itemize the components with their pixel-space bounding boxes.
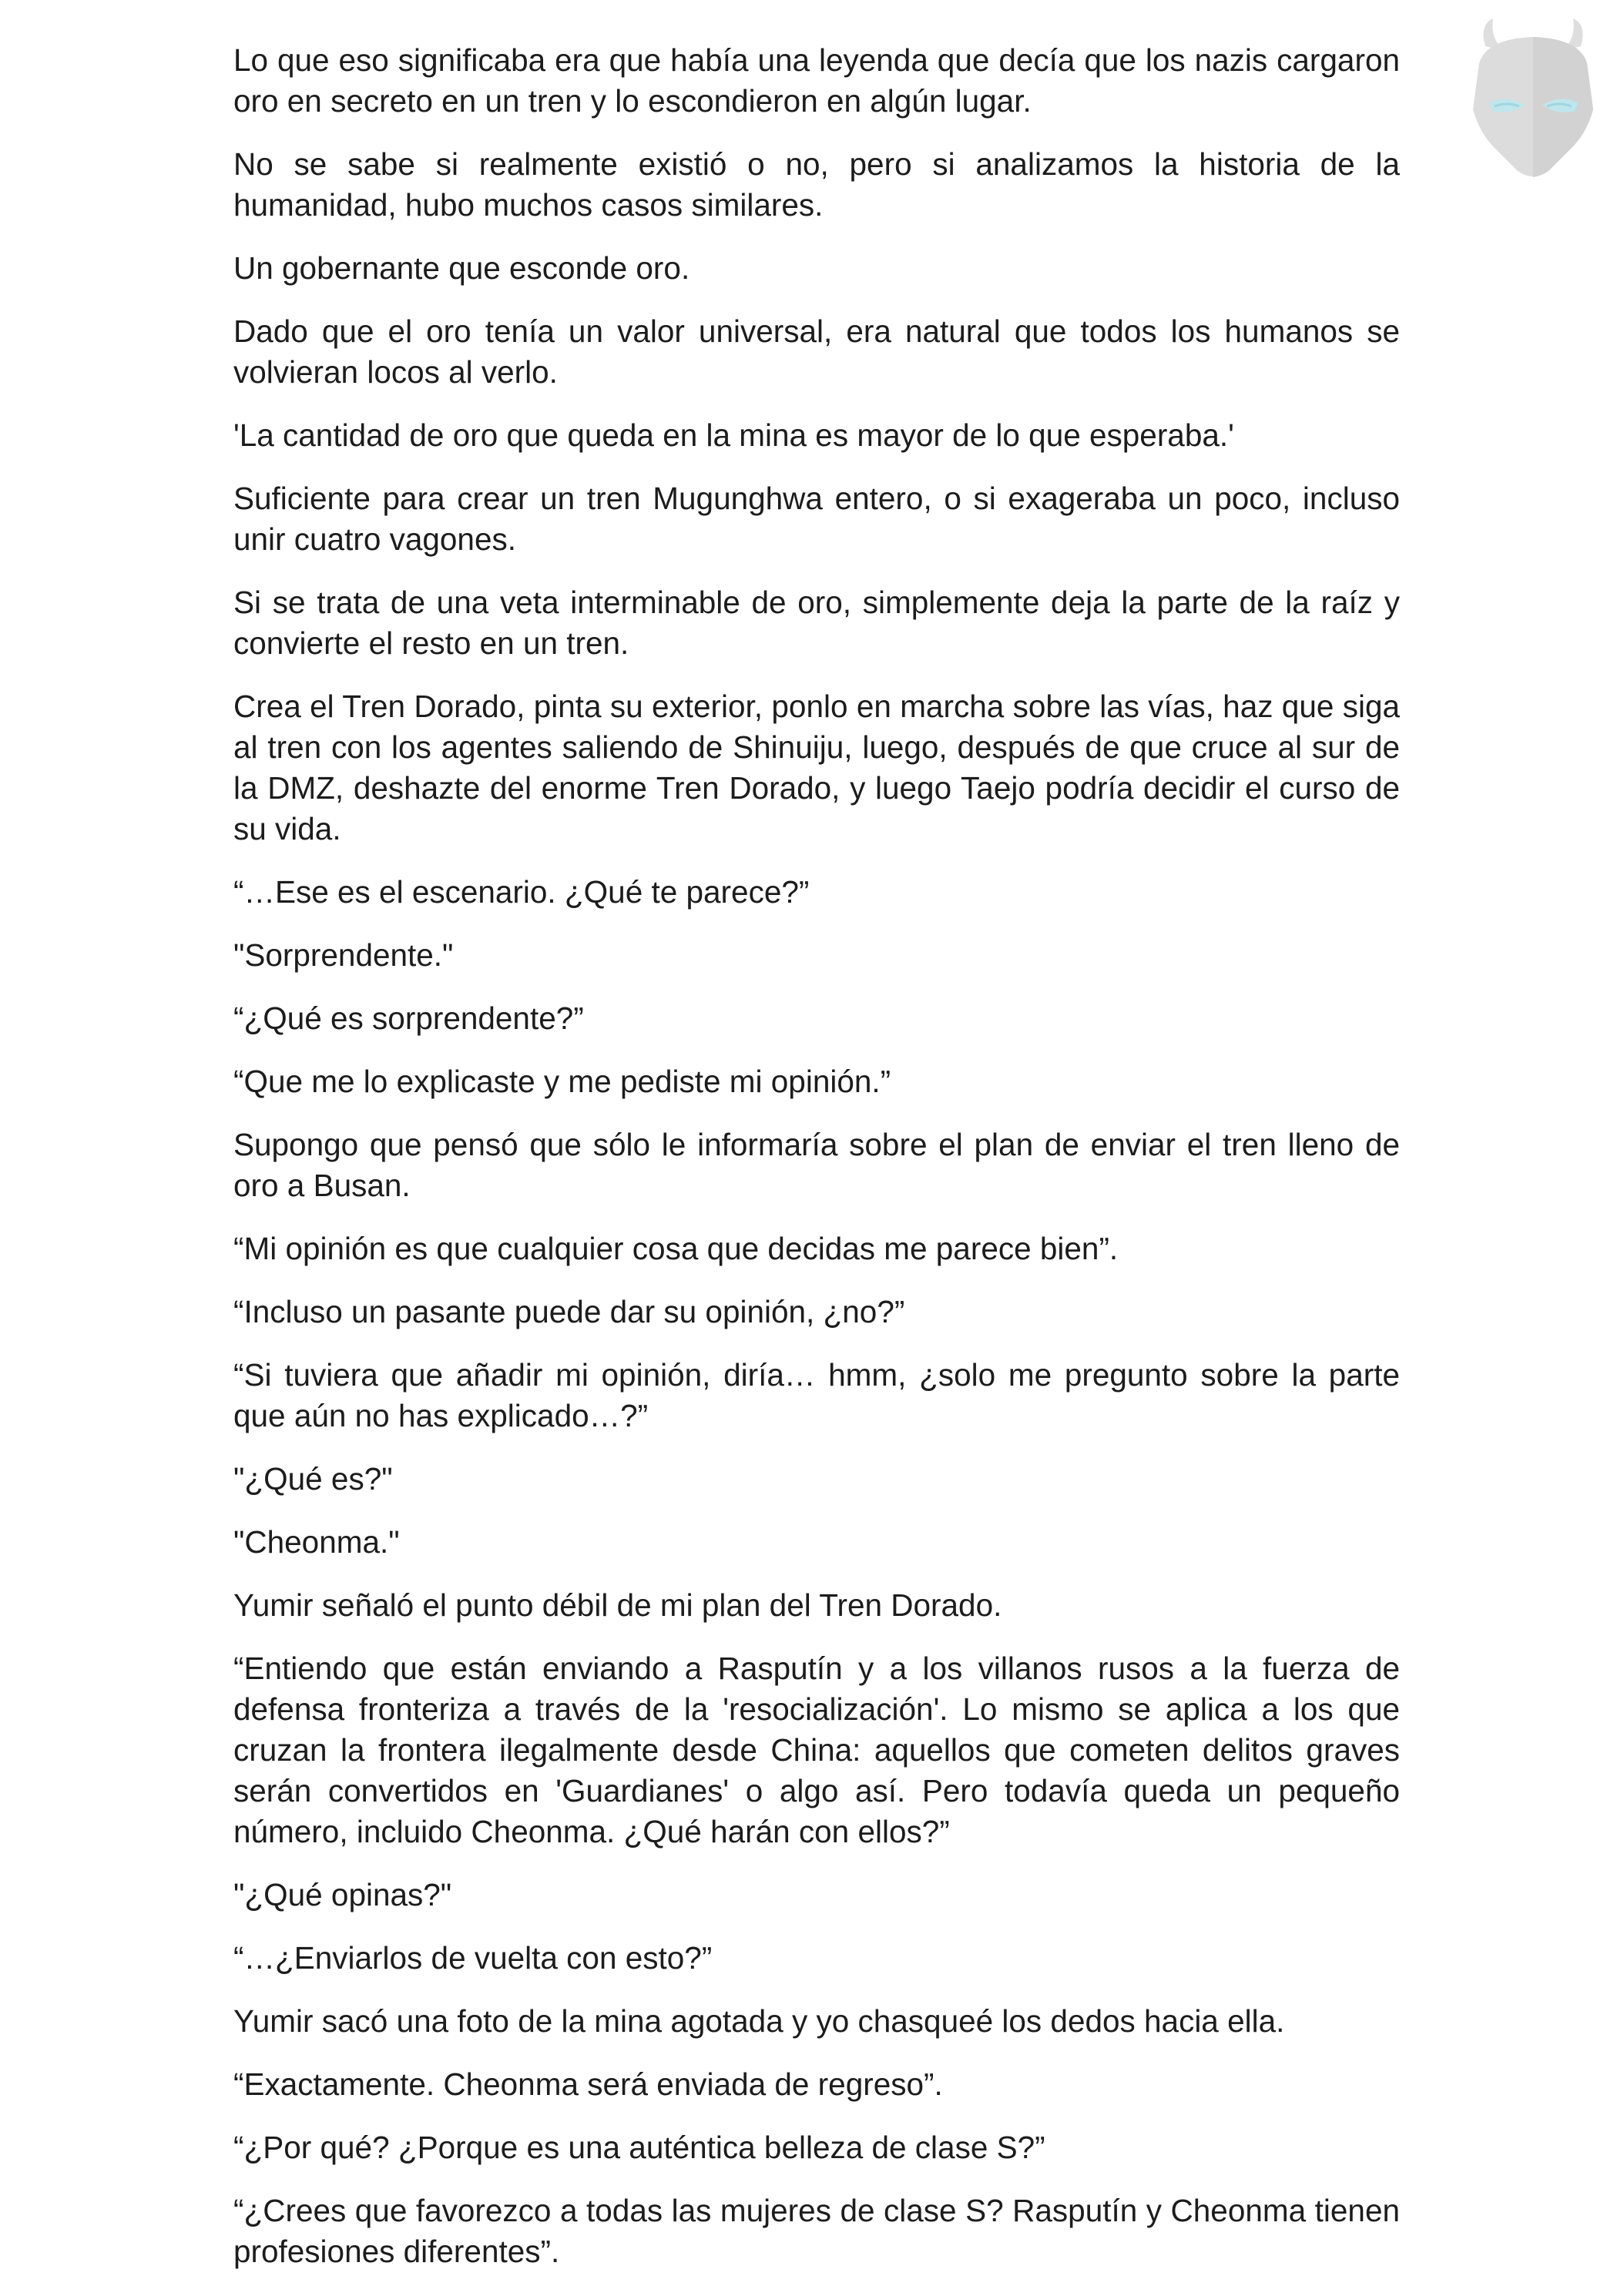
- paragraph: "Cheonma.": [233, 1524, 400, 1560]
- document-body: [233, 40, 1400, 2294]
- paragraph: "¿Qué es?": [233, 1461, 393, 1497]
- paragraph: Supongo que pensó que sólo le informaría sobre el plan de enviar el tren lleno de oro a Busan.: [233, 1127, 1400, 1203]
- paragraph: “Entiendo que están enviando a Rasputín y a los villanos rusos a la fuerza de defensa fronteriza a través de la 'resocialización'. Lo mismo se aplica a los que cruzan la frontera ilegalmente desde China: aquellos que cometen delitos graves serán convertidos en 'Guardianes' o algo así. Pero todavía queda un pequeño número, incluido Cheonma. ¿Qué harán con ellos?”: [233, 1651, 1400, 1849]
- paragraph: "Sorprendente.": [233, 937, 454, 973]
- paragraph: “Incluso un pasante puede dar su opinión, ¿no?”: [233, 1294, 905, 1329]
- paragraph: "¿Qué opinas?": [233, 1877, 452, 1912]
- paragraph: “…¿Enviarlos de vuelta con esto?”: [233, 1940, 713, 1976]
- paragraph: “¿Por qué? ¿Porque es una auténtica belleza de clase S?”: [233, 2130, 1045, 2165]
- paragraph: Lo que eso significaba era que había una leyenda que decía que los nazis cargaron oro en secreto en un tren y lo escondieron en algún lugar.: [233, 42, 1400, 119]
- paragraph: “Si tuviera que añadir mi opinión, diría… hmm, ¿solo me pregunto sobre la parte que aún no has explicado…?”: [233, 1357, 1400, 1433]
- paragraph: “Que me lo explicaste y me pediste mi opinión.”: [233, 1064, 891, 1099]
- paragraph: No se sabe si realmente existió o no, pero si analizamos la historia de la humanidad, hubo muchos casos similares.: [233, 146, 1400, 223]
- paragraph: “…Ese es el escenario. ¿Qué te parece?”: [233, 874, 810, 910]
- demon-head-logo-icon: [1456, 17, 1610, 186]
- paragraph: Un gobernante que esconde oro.: [233, 250, 690, 286]
- paragraph: “¿Qué es sorprendente?”: [233, 1001, 584, 1036]
- paragraph: “Mi opinión es que cualquier cosa que decidas me parece bien”.: [233, 1231, 1119, 1266]
- paragraph: “Exactamente. Cheonma será enviada de regreso”.: [233, 2066, 943, 2102]
- paragraph: Yumir señaló el punto débil de mi plan del Tren Dorado.: [233, 1587, 1002, 1623]
- paragraph: Crea el Tren Dorado, pinta su exterior, ponlo en marcha sobre las vías, haz que siga al tren con los agentes saliendo de Shinuiju, luego, después de que cruce al sur de la DMZ, deshazte del enorme Tren Dorado, y luego Taejo podría decidir el curso de su vida.: [233, 689, 1400, 846]
- paragraph: Dado que el oro tenía un valor universal, era natural que todos los humanos se volvieran locos al verlo.: [233, 313, 1400, 390]
- paragraph: “¿Crees que favorezco a todas las mujeres de clase S? Rasputín y Cheonma tienen profesiones diferentes”.: [233, 2193, 1400, 2269]
- paragraph: Yumir sacó una foto de la mina agotada y yo chasqueé los dedos hacia ella.: [233, 2003, 1285, 2039]
- paragraph: Suficiente para crear un tren Mugunghwa entero, o si exageraba un poco, incluso unir cuatro vagones.: [233, 481, 1400, 557]
- paragraph: 'La cantidad de oro que queda en la mina es mayor de lo que esperaba.': [233, 417, 1234, 453]
- paragraph: Si se trata de una veta interminable de oro, simplemente deja la parte de la raíz y convierte el resto en un tren.: [233, 585, 1400, 661]
